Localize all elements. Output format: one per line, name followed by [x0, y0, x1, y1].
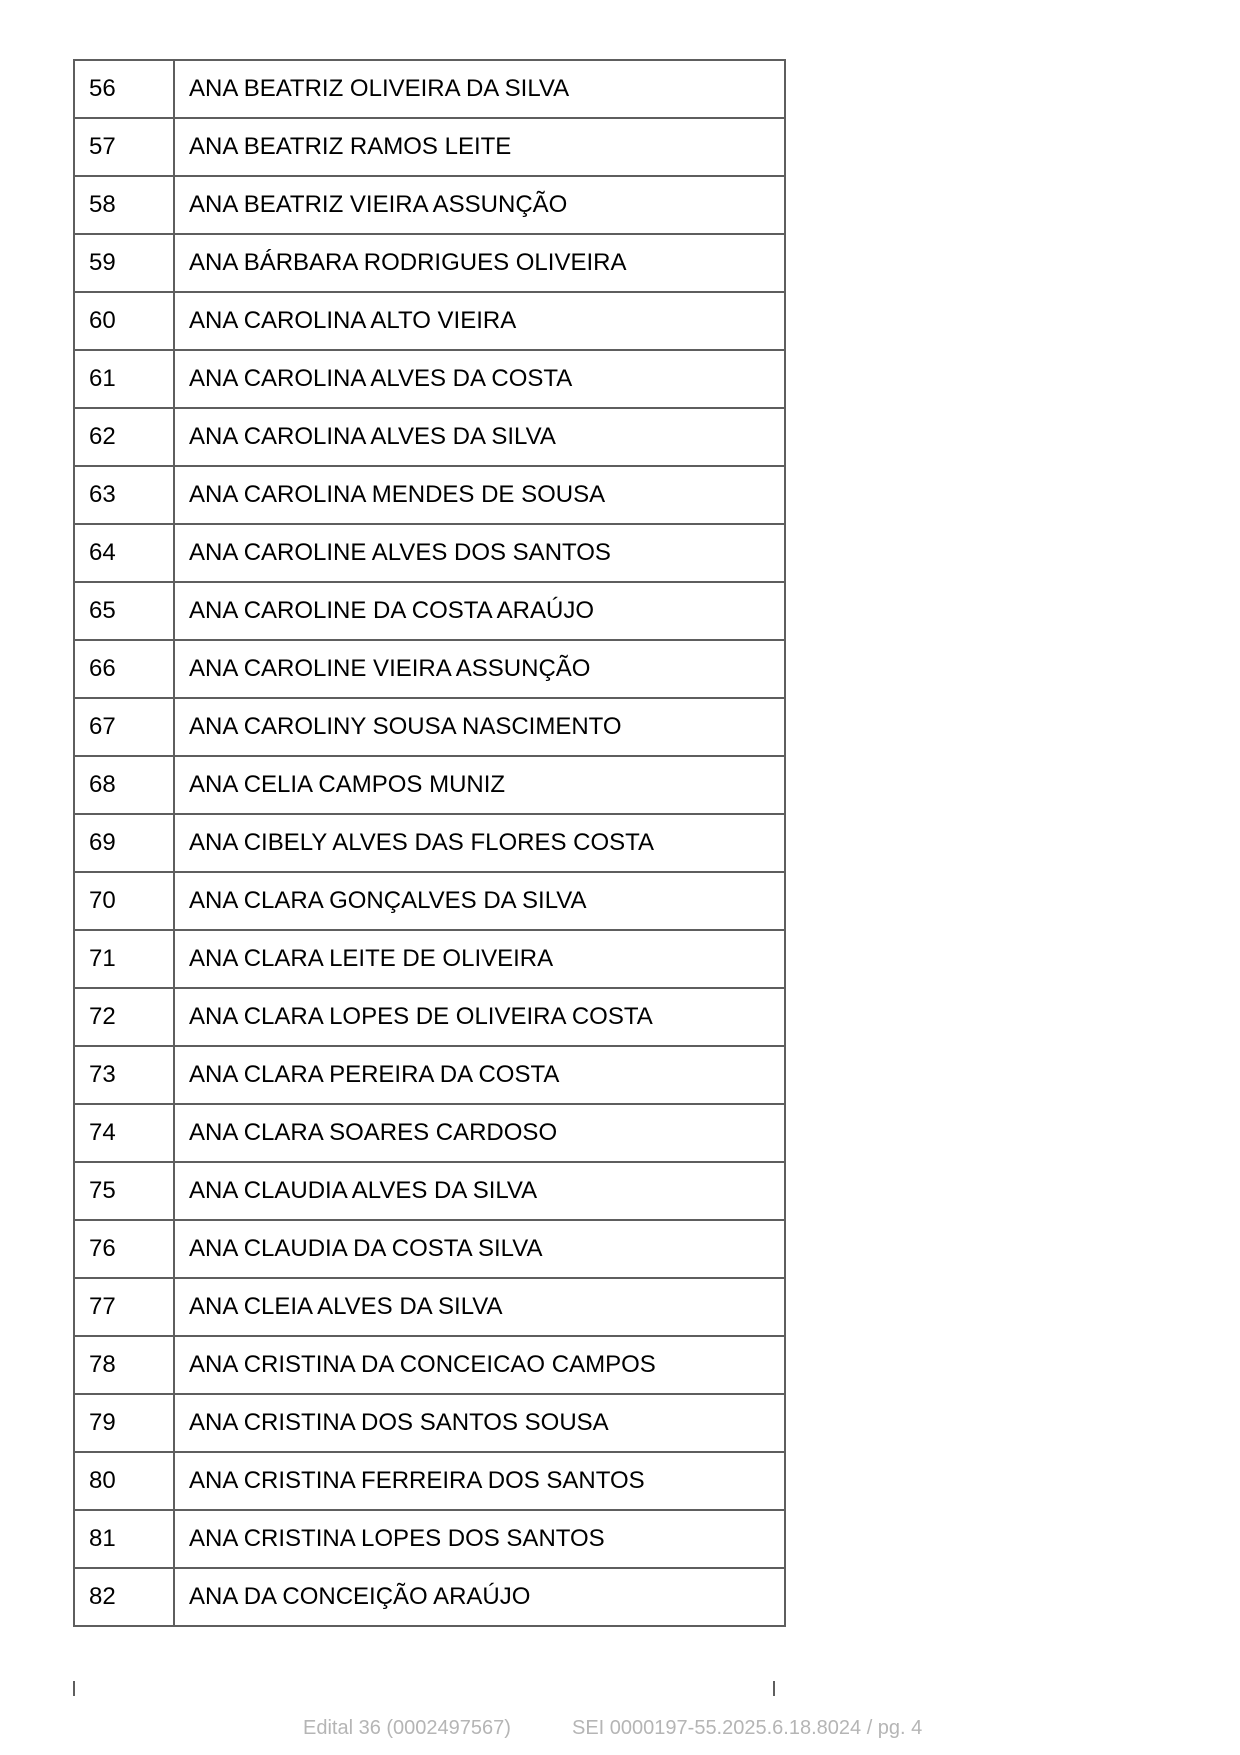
footer-document-ref: Edital 36 (0002497567) — [303, 1717, 511, 1739]
table-row — [74, 1220, 785, 1278]
row-name: ANA CRISTINA FERREIRA DOS SANTOS — [174, 1452, 785, 1510]
row-number: 81 — [74, 1510, 174, 1568]
row-name: ANA CAROLINE DA COSTA ARAÚJO — [174, 582, 785, 640]
row-number: 57 — [74, 118, 174, 176]
row-name: ANA DA CONCEIÇÃO ARAÚJO — [174, 1568, 785, 1626]
table-row — [74, 292, 785, 350]
table-row — [74, 814, 785, 872]
names-table — [73, 59, 786, 1627]
table-row — [74, 640, 785, 698]
table-row — [74, 1510, 785, 1568]
row-name: ANA CELIA CAMPOS MUNIZ — [174, 756, 785, 814]
row-name: ANA CLARA LEITE DE OLIVEIRA — [174, 930, 785, 988]
row-number: 63 — [74, 466, 174, 524]
row-name: ANA CLARA PEREIRA DA COSTA — [174, 1046, 785, 1104]
row-name: ANA CLAUDIA DA COSTA SILVA — [174, 1220, 785, 1278]
row-name: ANA CAROLINA ALVES DA SILVA — [174, 408, 785, 466]
row-name: ANA CRISTINA DA CONCEICAO CAMPOS — [174, 1336, 785, 1394]
table-row — [74, 118, 785, 176]
table-row — [74, 1278, 785, 1336]
row-number: 77 — [74, 1278, 174, 1336]
row-number: 67 — [74, 698, 174, 756]
table-row — [74, 350, 785, 408]
table-row — [74, 524, 785, 582]
row-name: ANA CAROLINY SOUSA NASCIMENTO — [174, 698, 785, 756]
row-number: 72 — [74, 988, 174, 1046]
row-name: ANA BEATRIZ OLIVEIRA DA SILVA — [174, 60, 785, 118]
row-number: 58 — [74, 176, 174, 234]
row-number: 70 — [74, 872, 174, 930]
table-row — [74, 234, 785, 292]
row-number: 73 — [74, 1046, 174, 1104]
table-row — [74, 582, 785, 640]
row-number: 66 — [74, 640, 174, 698]
row-name: ANA CLAUDIA ALVES DA SILVA — [174, 1162, 785, 1220]
table-row — [74, 466, 785, 524]
row-number: 65 — [74, 582, 174, 640]
row-number: 60 — [74, 292, 174, 350]
table-row — [74, 930, 785, 988]
table-row — [74, 1336, 785, 1394]
row-name: ANA CAROLINE VIEIRA ASSUNÇÃO — [174, 640, 785, 698]
names-table-body — [74, 60, 785, 1626]
row-number: 61 — [74, 350, 174, 408]
row-number: 59 — [74, 234, 174, 292]
row-number: 80 — [74, 1452, 174, 1510]
table-row — [74, 1104, 785, 1162]
row-name: ANA CAROLINA ALVES DA COSTA — [174, 350, 785, 408]
row-number: 71 — [74, 930, 174, 988]
row-number: 82 — [74, 1568, 174, 1626]
row-name: ANA CRISTINA DOS SANTOS SOUSA — [174, 1394, 785, 1452]
row-name: ANA CIBELY ALVES DAS FLORES COSTA — [174, 814, 785, 872]
row-name: ANA BEATRIZ VIEIRA ASSUNÇÃO — [174, 176, 785, 234]
row-name: ANA CAROLINA MENDES DE SOUSA — [174, 466, 785, 524]
row-number: 76 — [74, 1220, 174, 1278]
row-number: 79 — [74, 1394, 174, 1452]
table-row — [74, 176, 785, 234]
row-number: 78 — [74, 1336, 174, 1394]
row-number: 62 — [74, 408, 174, 466]
row-name: ANA CRISTINA LOPES DOS SANTOS — [174, 1510, 785, 1568]
table-row — [74, 1568, 785, 1626]
table-row — [74, 1162, 785, 1220]
row-name: ANA CLARA SOARES CARDOSO — [174, 1104, 785, 1162]
table-row — [74, 1452, 785, 1510]
row-name: ANA CAROLINA ALTO VIEIRA — [174, 292, 785, 350]
row-name: ANA CLARA GONÇALVES DA SILVA — [174, 872, 785, 930]
table-row — [74, 408, 785, 466]
table-row — [74, 698, 785, 756]
row-name: ANA BEATRIZ RAMOS LEITE — [174, 118, 785, 176]
row-number: 75 — [74, 1162, 174, 1220]
table-row — [74, 1046, 785, 1104]
row-number: 64 — [74, 524, 174, 582]
row-name: ANA CLARA LOPES DE OLIVEIRA COSTA — [174, 988, 785, 1046]
table-row — [74, 756, 785, 814]
row-number: 56 — [74, 60, 174, 118]
table-row — [74, 988, 785, 1046]
footer-sei-ref: SEI 0000197-55.2025.6.18.8024 / pg. 4 — [572, 1717, 923, 1739]
row-number: 68 — [74, 756, 174, 814]
row-number: 74 — [74, 1104, 174, 1162]
row-name: ANA CAROLINE ALVES DOS SANTOS — [174, 524, 785, 582]
row-name: ANA BÁRBARA RODRIGUES OLIVEIRA — [174, 234, 785, 292]
table-row — [74, 60, 785, 118]
table-row — [74, 1394, 785, 1452]
row-number: 69 — [74, 814, 174, 872]
row-name: ANA CLEIA ALVES DA SILVA — [174, 1278, 785, 1336]
table-row — [74, 872, 785, 930]
table-continuation — [73, 1681, 775, 1696]
